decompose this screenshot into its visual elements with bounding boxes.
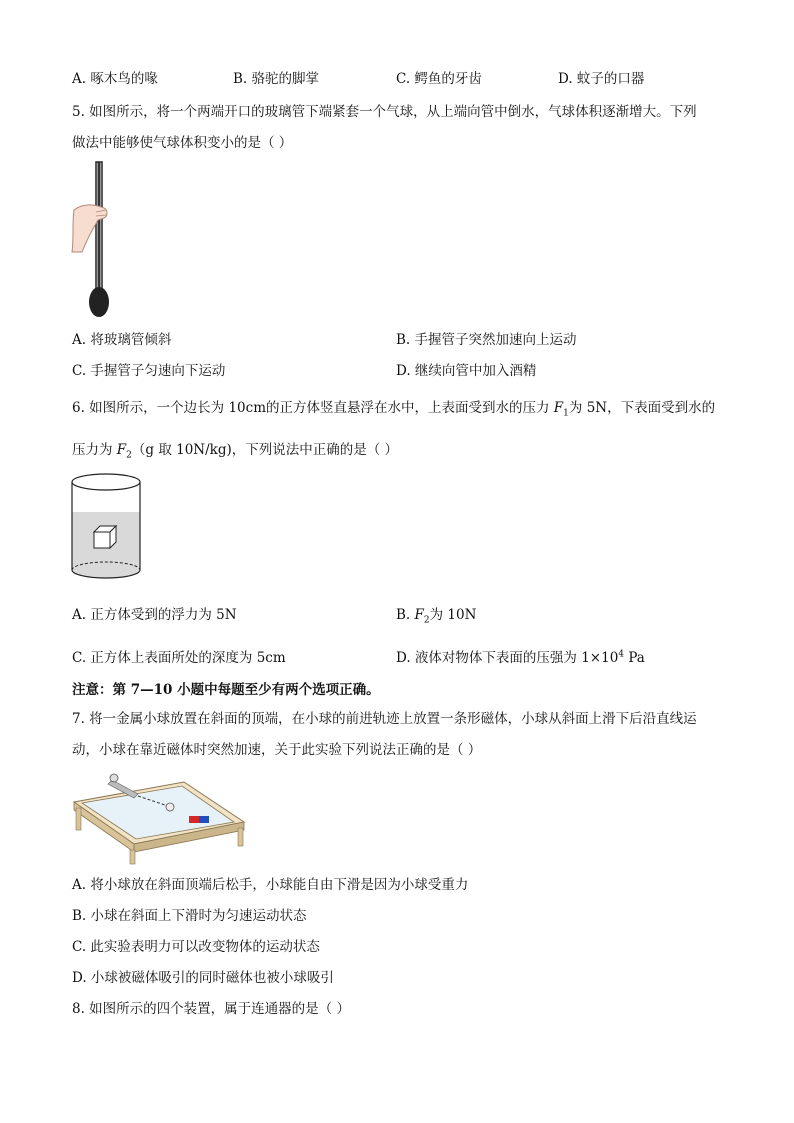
q5-stem-line2: 做法中能够使气球体积变小的是（ ） bbox=[72, 135, 293, 151]
q6-option-c: C. 正方体上表面所处的深度为 5cm bbox=[72, 650, 286, 666]
q7-incline-magnet-figure bbox=[72, 770, 247, 865]
q5-tube-balloon-figure bbox=[68, 160, 128, 320]
q6-option-d: D. 液体对物体下表面的压强为 $1\times 10^4$ Pa bbox=[396, 649, 645, 666]
q6-option-b: B. $F_2$为 10N bbox=[396, 607, 477, 626]
q6-cylinder-cube-figure bbox=[70, 472, 142, 584]
q6-stem-line2: 压力为 $F_2(g$ 取 10N/kg)，下列说法中正确的是（ ） bbox=[72, 442, 399, 461]
q5-stem-line1: 5. 如图所示，将一个两端开口的玻璃管下端紧套一个气球，从上端向管中倒水，气球体积逐渐增大。下列 bbox=[72, 104, 697, 120]
q5-option-d: D. 继续向管中加入酒精 bbox=[396, 363, 537, 379]
q7-option-a: A. 将小球放在斜面顶端后松手，小球能自由下滑是因为小球受重力 bbox=[72, 877, 469, 893]
q5-option-a: A. 将玻璃管倾斜 bbox=[72, 332, 172, 348]
q5-option-b: B. 手握管子突然加速向上运动 bbox=[396, 332, 577, 348]
q6-option-a: A. 正方体受到的浮力为 5N bbox=[72, 607, 237, 623]
q7-stem-line2: 动，小球在靠近磁体时突然加速，关于此实验下列说法正确的是（ ） bbox=[72, 742, 482, 758]
q7-option-b: B. 小球在斜面上下滑时为匀速运动状态 bbox=[72, 908, 307, 924]
q7-stem-line1: 7. 将一金属小球放置在斜面的顶端，在小球的前进轨迹上放置一条形磁体，小球从斜面上滑下后沿直线运 bbox=[72, 711, 697, 727]
q7-option-d: D. 小球被磁体吸引的同时磁体也被小球吸引 bbox=[72, 970, 334, 986]
q4-option-b: B. 骆驼的脚掌 bbox=[233, 71, 320, 87]
q4-option-c: C. 鳄鱼的牙齿 bbox=[396, 71, 482, 87]
q5-option-c: C. 手握管子匀速向下运动 bbox=[72, 363, 226, 379]
q4-option-d: D. 蚊子的口器 bbox=[558, 71, 645, 87]
section-note: 注意：第 7—10 小题中每题至少有两个选项正确。 bbox=[72, 682, 380, 698]
q6-stem-line1: 6. 如图所示，一个边长为 10cm的正方体竖直悬浮在水中，上表面受到水的压力 $F_1$为 5N，下表面受到水的 bbox=[72, 400, 716, 419]
q8-stem: 8. 如图所示的四个装置，属于连通器的是（ ） bbox=[72, 1001, 350, 1017]
q7-option-c: C. 此实验表明力可以改变物体的运动状态 bbox=[72, 939, 320, 955]
q4-option-a: A. 啄木鸟的喙 bbox=[72, 71, 158, 87]
